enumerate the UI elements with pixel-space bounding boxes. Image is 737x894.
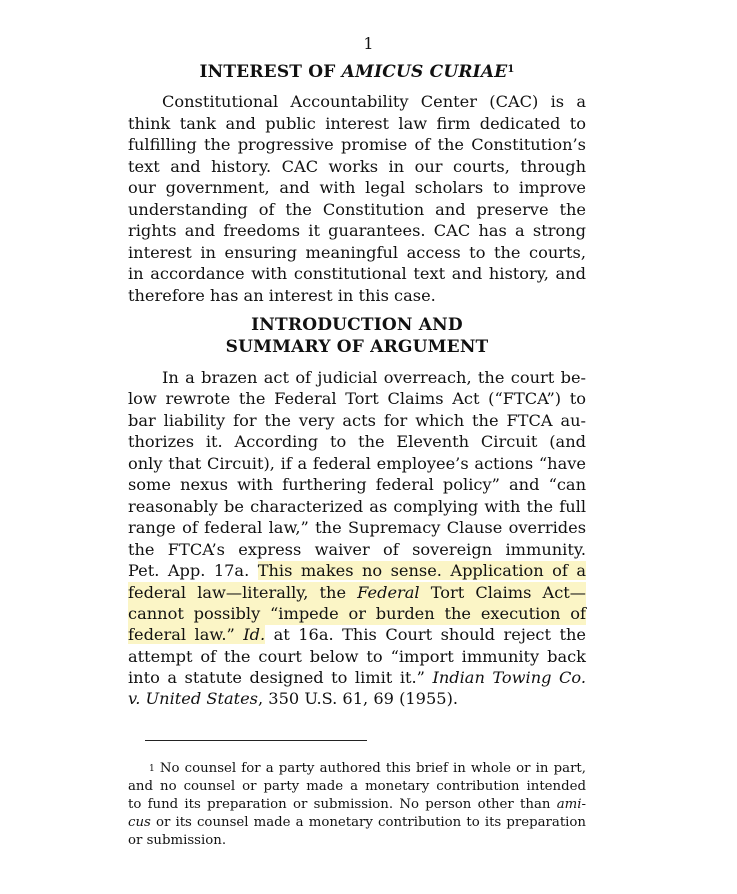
section-heading-introduction (128, 314, 586, 358)
text-run: federal law.” (128, 625, 244, 644)
heading-line-2: SUMMARY OF ARGUMENT (225, 337, 489, 357)
paragraph-line: fulfilling the progressive promise of the Constitution’s (128, 135, 586, 154)
paragraph-line: low rewrote the Federal Tort Claims Act (“FTCA”) to (128, 389, 586, 408)
italic-text: ami- (556, 797, 586, 812)
footnote-line (128, 760, 586, 778)
paragraph-line: Constitutional Accountability Center (CAC) is a (162, 92, 586, 111)
paragraph-line: In a brazen act of judicial overreach, the court be- (162, 368, 586, 387)
footnote-line: or submission. (128, 833, 227, 848)
paragraph-line: bar liability for the very acts for which the FTCA au- (128, 411, 586, 430)
paragraph-line: attempt of the court below to “import immunity back (128, 647, 586, 666)
highlighted-line: cannot possibly “impede or burden the execution of (128, 604, 586, 623)
paragraph-line (128, 560, 586, 582)
paragraph-line: some nexus with furthering federal policy” and “can (128, 475, 586, 494)
footnote-mark: 1 (149, 764, 155, 774)
footnote-line (128, 814, 586, 832)
paragraph-line: the FTCA’s express waiver of sovereign immunity. (128, 540, 586, 559)
paragraph-line: range of federal law,” the Supremacy Clause overrides (128, 518, 586, 537)
paragraph-line: only that Circuit), if a federal employee’s actions “have (128, 454, 586, 473)
text-run: federal law—literally, the (128, 583, 358, 602)
text-run: to fund its preparation or submission. No person other than (128, 797, 557, 812)
text-run: , 350 U.S. 61, 69 (1955). (258, 689, 459, 708)
text-run: into a statute designed to limit it.” (128, 668, 433, 687)
text-run: No counsel for a party authored this brief in whole or in part, (154, 761, 586, 776)
paragraph-line: reasonably be characterized as complying with the full (128, 497, 586, 516)
footnote-line (128, 796, 586, 814)
paragraph-line (128, 624, 586, 646)
highlighted-text (128, 625, 265, 644)
paragraph-line: rights and freedoms it guarantees. CAC has a strong (128, 221, 586, 240)
paragraph-line (128, 667, 586, 689)
paragraph-line: interest in ensuring meaningful access to the courts, (128, 243, 586, 262)
italic-citation: Id. (243, 625, 266, 644)
highlighted-text: This makes no sense. Application of a (257, 561, 586, 580)
footnote-line: and no counsel or party made a monetary contribution intended (128, 779, 586, 794)
highlighted-line (128, 582, 586, 604)
text-run: Pet. App. 17a. (128, 561, 258, 580)
italic-text: cus (128, 815, 151, 830)
italic-case-name: Indian Towing Co. (432, 668, 586, 687)
heading-line-1: INTRODUCTION AND (251, 315, 463, 335)
paragraph-line: thorizes it. According to the Eleventh Circuit (and (128, 432, 586, 451)
heading-italic-text: AMICUS CURIAE (341, 62, 508, 82)
heading-plain-text: INTEREST OF (199, 62, 342, 82)
text-run: Tort Claims Act— (419, 583, 586, 602)
paragraph-line: think tank and public interest law firm dedicated to (128, 114, 586, 133)
page-number: 1 (363, 34, 374, 53)
paragraph-line (128, 688, 586, 710)
footnote-divider (145, 740, 367, 741)
paragraph-line: understanding of the Constitution and preserve the (128, 200, 586, 219)
paragraph-line: text and history. CAC works in our courts, through (128, 157, 586, 176)
italic-case-name: v. United States (128, 689, 258, 708)
text-run: or its counsel made a monetary contribution to its preparation (150, 815, 586, 830)
italic-text: Federal (357, 583, 420, 602)
paragraph-line: therefore has an interest in this case. (128, 286, 436, 305)
section-heading-interest (128, 61, 586, 83)
paragraph-line: our government, and with legal scholars to improve (128, 178, 586, 197)
text-run: at 16a. This Court should reject the (265, 625, 586, 644)
footnote-reference[interactable]: 1 (507, 64, 515, 75)
paragraph-line: in accordance with constitutional text and history, and (128, 264, 586, 283)
